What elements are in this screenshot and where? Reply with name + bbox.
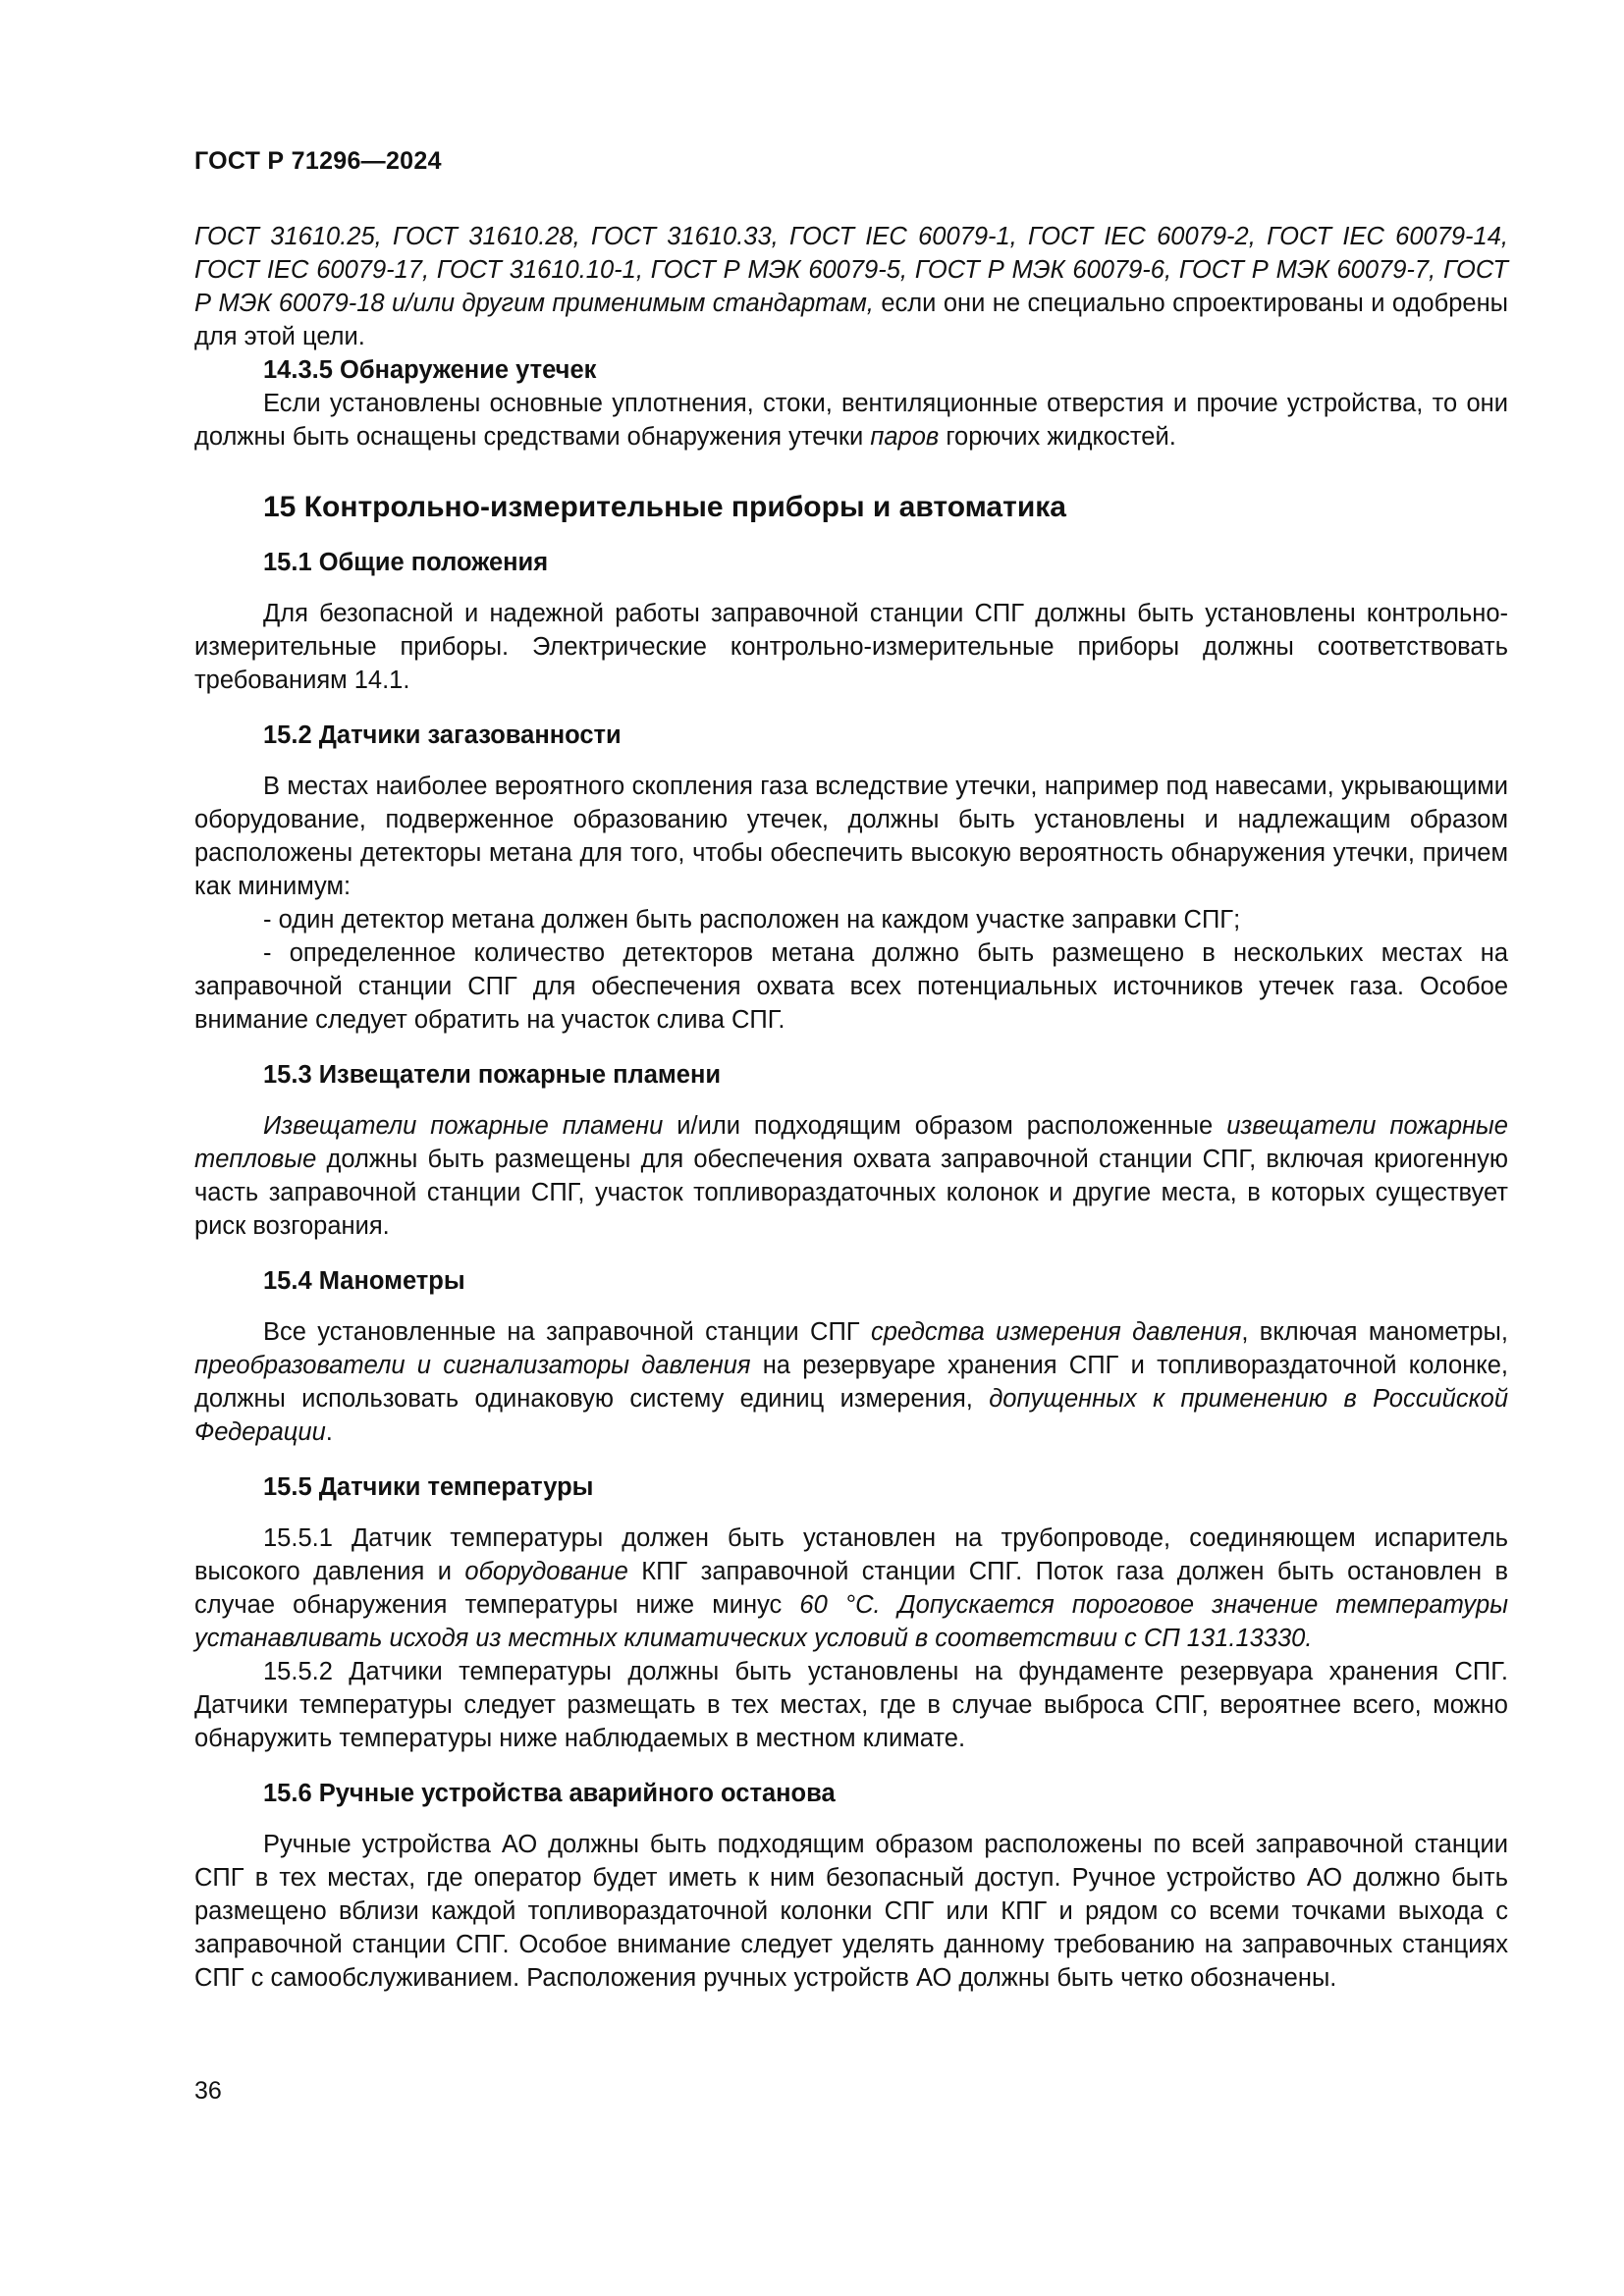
standards-list: ГОСТ 31610.25, ГОСТ 31610.28, ГОСТ 31610.33, ГОСТ IEC 60079-1, ГОСТ IEC 60079-2, ГОСТ IEC 60079-14, ГОСТ IEC 60079-17, ГОСТ 31610.10-1, ГОСТ Р МЭК 60079-5, ГОСТ Р МЭК 60079-6, ГОСТ Р МЭК 60079-7, ГОСТ Р МЭК 60079-18 и/или другим применимым стандартам, <box>194 223 1508 317</box>
list-item: - определенное количество детекторов метана должно быть размещено в нескольких местах на заправочной станции СПГ для обеспечения охвата всех потенциальных источников утечек газа. Особое внимание следует обратить на участок слива СПГ. <box>194 939 1508 1034</box>
paragraph-15-2: В местах наиболее вероятного скопления газа вследствие утечки, например под навесами, укрывающими оборудование, подверженное образованию утечек, должны быть установлены и надлежащим образом расположены детекторы метана для того, чтобы обеспечить высокую вероятность обнаружения утечки, причем как минимум: <box>194 773 1508 900</box>
document-body <box>194 220 1508 1995</box>
heading-14-3-5: 14.3.5 Обнаружение утечек <box>263 356 597 384</box>
page-number: 36 <box>194 2077 222 2105</box>
heading-15-2: 15.2 Датчики загазованности <box>263 721 622 749</box>
heading-15-6: 15.6 Ручные устройства аварийного останова <box>263 1780 836 1807</box>
intro-paragraph: ГОСТ 31610.25, ГОСТ 31610.28, ГОСТ 31610.33, ГОСТ IEC 60079-1, ГОСТ IEC 60079-2, ГОСТ IEC 60079-14, ГОСТ IEC 60079-17, ГОСТ 31610.10-1, ГОСТ Р МЭК 60079-5, ГОСТ Р МЭК 60079-6, ГОСТ Р МЭК 60079-7, ГОСТ Р МЭК 60079-18 и/или другим применимым стандартам, если они не специально спроектированы и одобрены для этой цели. <box>194 223 1508 350</box>
document-header: ГОСТ Р 71296—2024 <box>194 147 442 175</box>
heading-15-3: 15.3 Извещатели пожарные пламени <box>263 1061 722 1089</box>
paragraph-15-1: Для безопасной и надежной работы заправочной станции СПГ должны быть установлены контрольно-измерительные приборы. Электрические контрольно-измерительные приборы должны соответствовать требованиям 14.1. <box>194 600 1508 694</box>
heading-15-5: 15.5 Датчики температуры <box>263 1473 594 1501</box>
paragraph-15-3: Извещатели пожарные пламени и/или подходящим образом расположенные извещатели пожарные тепловые должны быть размещены для обеспечения охвата заправочной станции СПГ, включая криогенную часть заправочной станции СПГ, участок топливораздаточных колонок и другие места, в которых существует риск возгорания. <box>194 1112 1508 1240</box>
section-15-title: 15 Контрольно-измерительные приборы и автоматика <box>263 491 1066 523</box>
paragraph-15-5-2: 15.5.2 Датчики температуры должны быть установлены на фундаменте резервуара хранения СПГ. Датчики температуры следует размещать в тех местах, где в случае выброса СПГ, вероятнее всего, можно обнаружить температуры ниже наблюдаемых в местном климате. <box>194 1658 1508 1752</box>
paragraph-15-5-1: 15.5.1 Датчик температуры должен быть установлен на трубопроводе, соединяющем испаритель высокого давления и оборудование КПГ заправочной станции СПГ. Поток газа должен быть остановлен в случае обнаружения температуры ниже минус 60 °С. Допускается пороговое значение температуры устанавливать исходя из местных климатических условий в соответствии с СП 131.13330. <box>194 1524 1509 1652</box>
leak-detection-paragraph: Если установлены основные уплотнения, стоки, вентиляционные отверстия и прочие устройства, то они должны быть оснащены средствами обнаружения утечки паров горючих жидкостей. <box>194 390 1508 451</box>
list-item: - один детектор метана должен быть расположен на каждом участке заправки СПГ; <box>263 906 1241 934</box>
paragraph-15-6: Ручные устройства АО должны быть подходящим образом расположены по всей заправочной станции СПГ в тех местах, где оператор будет иметь к ним безопасный доступ. Ручное устройство АО должно быть размещено вблизи каждой топливораздаточной колонки СПГ или КПГ и рядом со всеми точками выхода с заправочной станции СПГ. Особое внимание следует уделять данному требованию на заправочных станциях СПГ с самообслуживанием. Расположения ручных устройств АО должны быть четко обозначены. <box>194 1831 1508 1992</box>
paragraph-15-4: Все установленные на заправочной станции СПГ средства измерения давления, включая манометры, преобразователи и сигнализаторы давления на резервуаре хранения СПГ и топливораздаточной колонке, должны использовать одинаковую систему единиц измерения, допущенных к применению в Российской Федерации. <box>194 1318 1509 1446</box>
heading-15-1: 15.1 Общие положения <box>263 549 549 576</box>
heading-15-4: 15.4 Манометры <box>263 1267 465 1295</box>
